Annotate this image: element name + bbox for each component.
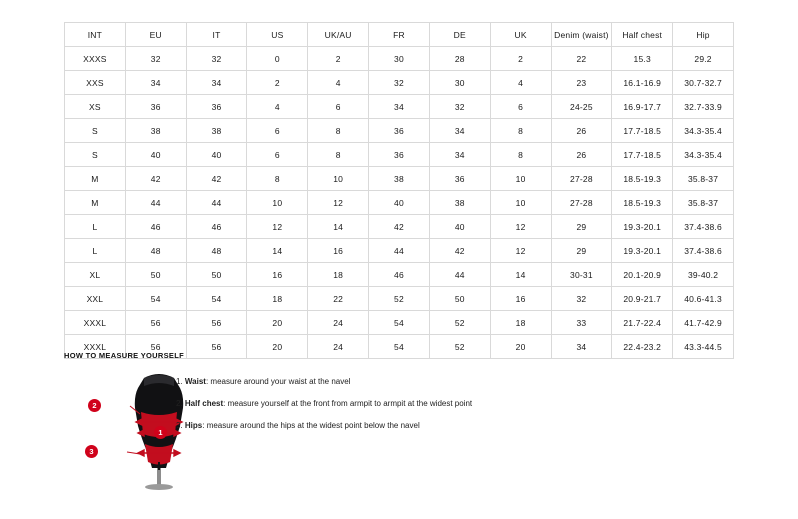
table-row [65, 119, 734, 143]
cell-half-chest: 21.7-22.4 [612, 311, 673, 335]
cell-hip: 43.3-44.5 [673, 335, 734, 359]
cell-int: XS [65, 95, 126, 119]
cell-uk: 4 [490, 71, 551, 95]
cell-de: 52 [429, 335, 490, 359]
cell-fr: 40 [369, 191, 430, 215]
cell-uk-au: 8 [308, 143, 369, 167]
cell-uk-au: 16 [308, 239, 369, 263]
cell-us: 20 [247, 311, 308, 335]
table-row [65, 143, 734, 167]
size-table-container [64, 22, 734, 359]
cell-de: 52 [429, 311, 490, 335]
cell-eu: 46 [125, 215, 186, 239]
marker-badge-3: 3 [85, 445, 98, 458]
instruction-waist-number: 1. [176, 377, 185, 386]
column-header-uk-au: UK/AU [308, 23, 369, 47]
cell-int: S [65, 143, 126, 167]
cell-int: XXS [65, 71, 126, 95]
cell-us: 4 [247, 95, 308, 119]
cell-half-chest: 15.3 [612, 47, 673, 71]
cell-de: 28 [429, 47, 490, 71]
cell-de: 30 [429, 71, 490, 95]
table-row [65, 71, 734, 95]
cell-uk: 2 [490, 47, 551, 71]
cell-uk-au: 6 [308, 95, 369, 119]
instruction-hips-term: Hips [184, 421, 203, 430]
cell-eu: 54 [125, 287, 186, 311]
cell-uk-au: 8 [308, 119, 369, 143]
table-body [65, 47, 734, 359]
cell-hip: 37.4-38.6 [673, 215, 734, 239]
cell-fr: 38 [369, 167, 430, 191]
cell-fr: 36 [369, 143, 430, 167]
cell-it: 46 [186, 215, 247, 239]
cell-denim-waist: 34 [551, 335, 612, 359]
cell-fr: 36 [369, 119, 430, 143]
cell-denim-waist: 27-28 [551, 167, 612, 191]
column-header-half-chest: Half chest [612, 23, 673, 47]
cell-hip: 41.7-42.9 [673, 311, 734, 335]
cell-it: 50 [186, 263, 247, 287]
cell-half-chest: 16.9-17.7 [612, 95, 673, 119]
cell-denim-waist: 23 [551, 71, 612, 95]
table-row [65, 263, 734, 287]
cell-eu: 48 [125, 239, 186, 263]
column-header-fr: FR [369, 23, 430, 47]
cell-uk: 12 [490, 215, 551, 239]
column-header-hip: Hip [673, 23, 734, 47]
table-row [65, 215, 734, 239]
cell-uk-au: 10 [308, 167, 369, 191]
cell-de: 38 [429, 191, 490, 215]
cell-half-chest: 17.7-18.5 [612, 143, 673, 167]
cell-denim-waist: 26 [551, 119, 612, 143]
cell-eu: 56 [125, 335, 186, 359]
cell-int: S [65, 119, 126, 143]
table-row [65, 95, 734, 119]
cell-denim-waist: 24-25 [551, 95, 612, 119]
instruction-half-chest-term: Half chest [184, 399, 224, 408]
cell-denim-waist: 30-31 [551, 263, 612, 287]
cell-denim-waist: 32 [551, 287, 612, 311]
cell-int: L [65, 239, 126, 263]
cell-int: M [65, 167, 126, 191]
cell-denim-waist: 27-28 [551, 191, 612, 215]
cell-eu: 56 [125, 311, 186, 335]
cell-eu: 34 [125, 71, 186, 95]
column-header-us: US [247, 23, 308, 47]
cell-uk-au: 14 [308, 215, 369, 239]
cell-int: XXXS [65, 47, 126, 71]
cell-uk-au: 18 [308, 263, 369, 287]
cell-eu: 42 [125, 167, 186, 191]
column-header-denim-waist: Denim (waist) [551, 23, 612, 47]
marker-badge-1: 1 [154, 426, 167, 439]
cell-uk: 8 [490, 119, 551, 143]
column-header-it: IT [186, 23, 247, 47]
cell-de: 34 [429, 119, 490, 143]
cell-uk: 6 [490, 95, 551, 119]
cell-us: 0 [247, 47, 308, 71]
cell-fr: 30 [369, 47, 430, 71]
cell-de: 50 [429, 287, 490, 311]
table-header [65, 23, 734, 47]
measure-instructions [176, 371, 596, 437]
cell-int: M [65, 191, 126, 215]
instruction-waist-text: : measure around your waist at the navel [205, 377, 351, 386]
cell-it: 32 [186, 47, 247, 71]
cell-uk: 10 [490, 191, 551, 215]
cell-half-chest: 19.3-20.1 [612, 215, 673, 239]
table-row [65, 191, 734, 215]
cell-denim-waist: 29 [551, 239, 612, 263]
cell-fr: 54 [369, 335, 430, 359]
cell-uk-au: 12 [308, 191, 369, 215]
cell-int: L [65, 215, 126, 239]
cell-de: 42 [429, 239, 490, 263]
cell-hip: 34.3-35.4 [673, 119, 734, 143]
cell-fr: 34 [369, 95, 430, 119]
cell-us: 14 [247, 239, 308, 263]
cell-uk: 14 [490, 263, 551, 287]
cell-fr: 54 [369, 311, 430, 335]
column-header-int: INT [65, 23, 126, 47]
cell-it: 56 [186, 311, 247, 335]
cell-us: 18 [247, 287, 308, 311]
cell-it: 56 [186, 335, 247, 359]
cell-eu: 44 [125, 191, 186, 215]
cell-hip: 30.7-32.7 [673, 71, 734, 95]
cell-eu: 32 [125, 47, 186, 71]
cell-denim-waist: 22 [551, 47, 612, 71]
marker-badge-2: 2 [88, 399, 101, 412]
instruction-half-chest [176, 393, 596, 415]
size-conversion-table [64, 22, 734, 359]
cell-us: 6 [247, 143, 308, 167]
cell-half-chest: 17.7-18.5 [612, 119, 673, 143]
cell-half-chest: 18.5-19.3 [612, 167, 673, 191]
cell-us: 8 [247, 167, 308, 191]
cell-fr: 46 [369, 263, 430, 287]
cell-de: 40 [429, 215, 490, 239]
cell-uk: 18 [490, 311, 551, 335]
cell-eu: 38 [125, 119, 186, 143]
cell-hip: 35.8-37 [673, 191, 734, 215]
table-row [65, 287, 734, 311]
cell-it: 34 [186, 71, 247, 95]
cell-uk: 16 [490, 287, 551, 311]
cell-de: 36 [429, 167, 490, 191]
cell-hip: 35.8-37 [673, 167, 734, 191]
cell-us: 20 [247, 335, 308, 359]
cell-int: XXXL [65, 335, 126, 359]
cell-uk-au: 4 [308, 71, 369, 95]
cell-de: 34 [429, 143, 490, 167]
cell-uk-au: 22 [308, 287, 369, 311]
cell-half-chest: 18.5-19.3 [612, 191, 673, 215]
cell-eu: 50 [125, 263, 186, 287]
cell-uk: 20 [490, 335, 551, 359]
cell-it: 42 [186, 167, 247, 191]
cell-it: 54 [186, 287, 247, 311]
cell-hip: 34.3-35.4 [673, 143, 734, 167]
cell-fr: 42 [369, 215, 430, 239]
cell-it: 38 [186, 119, 247, 143]
cell-half-chest: 22.4-23.2 [612, 335, 673, 359]
cell-hip: 40.6-41.3 [673, 287, 734, 311]
table-row [65, 47, 734, 71]
cell-uk: 10 [490, 167, 551, 191]
cell-int: XL [65, 263, 126, 287]
column-header-uk: UK [490, 23, 551, 47]
column-header-de: DE [429, 23, 490, 47]
table-row [65, 311, 734, 335]
cell-us: 12 [247, 215, 308, 239]
cell-fr: 52 [369, 287, 430, 311]
instruction-hips-number: 3. [176, 421, 185, 430]
cell-int: XXXL [65, 311, 126, 335]
cell-hip: 32.7-33.9 [673, 95, 734, 119]
cell-us: 16 [247, 263, 308, 287]
cell-fr: 32 [369, 71, 430, 95]
instruction-hips-text: : measure around the hips at the widest point below the navel [202, 421, 420, 430]
cell-uk-au: 2 [308, 47, 369, 71]
cell-denim-waist: 26 [551, 143, 612, 167]
instruction-hips [176, 415, 596, 437]
cell-eu: 36 [125, 95, 186, 119]
cell-half-chest: 20.9-21.7 [612, 287, 673, 311]
cell-uk-au: 24 [308, 311, 369, 335]
cell-it: 40 [186, 143, 247, 167]
cell-us: 10 [247, 191, 308, 215]
cell-half-chest: 19.3-20.1 [612, 239, 673, 263]
cell-hip: 37.4-38.6 [673, 239, 734, 263]
cell-hip: 39-40.2 [673, 263, 734, 287]
cell-half-chest: 16.1-16.9 [612, 71, 673, 95]
cell-it: 36 [186, 95, 247, 119]
column-header-eu: EU [125, 23, 186, 47]
cell-half-chest: 20.1-20.9 [612, 263, 673, 287]
cell-fr: 44 [369, 239, 430, 263]
cell-us: 6 [247, 119, 308, 143]
table-row [65, 167, 734, 191]
cell-it: 44 [186, 191, 247, 215]
instruction-half-chest-text: : measure yourself at the front from armpit to armpit at the widest point [223, 399, 473, 408]
cell-int: XXL [65, 287, 126, 311]
instruction-half-chest-number: 2. [176, 399, 185, 408]
cell-eu: 40 [125, 143, 186, 167]
how-to-measure-title: HOW TO MEASURE YOURSELF [64, 351, 184, 360]
cell-it: 48 [186, 239, 247, 263]
instruction-waist [176, 371, 596, 393]
cell-uk: 12 [490, 239, 551, 263]
cell-uk-au: 24 [308, 335, 369, 359]
cell-hip: 29.2 [673, 47, 734, 71]
cell-de: 32 [429, 95, 490, 119]
cell-denim-waist: 29 [551, 215, 612, 239]
table-row [65, 239, 734, 263]
cell-uk: 8 [490, 143, 551, 167]
cell-de: 44 [429, 263, 490, 287]
table-header-row [65, 23, 734, 47]
cell-denim-waist: 33 [551, 311, 612, 335]
instruction-waist-term: Waist [184, 377, 206, 386]
cell-us: 2 [247, 71, 308, 95]
